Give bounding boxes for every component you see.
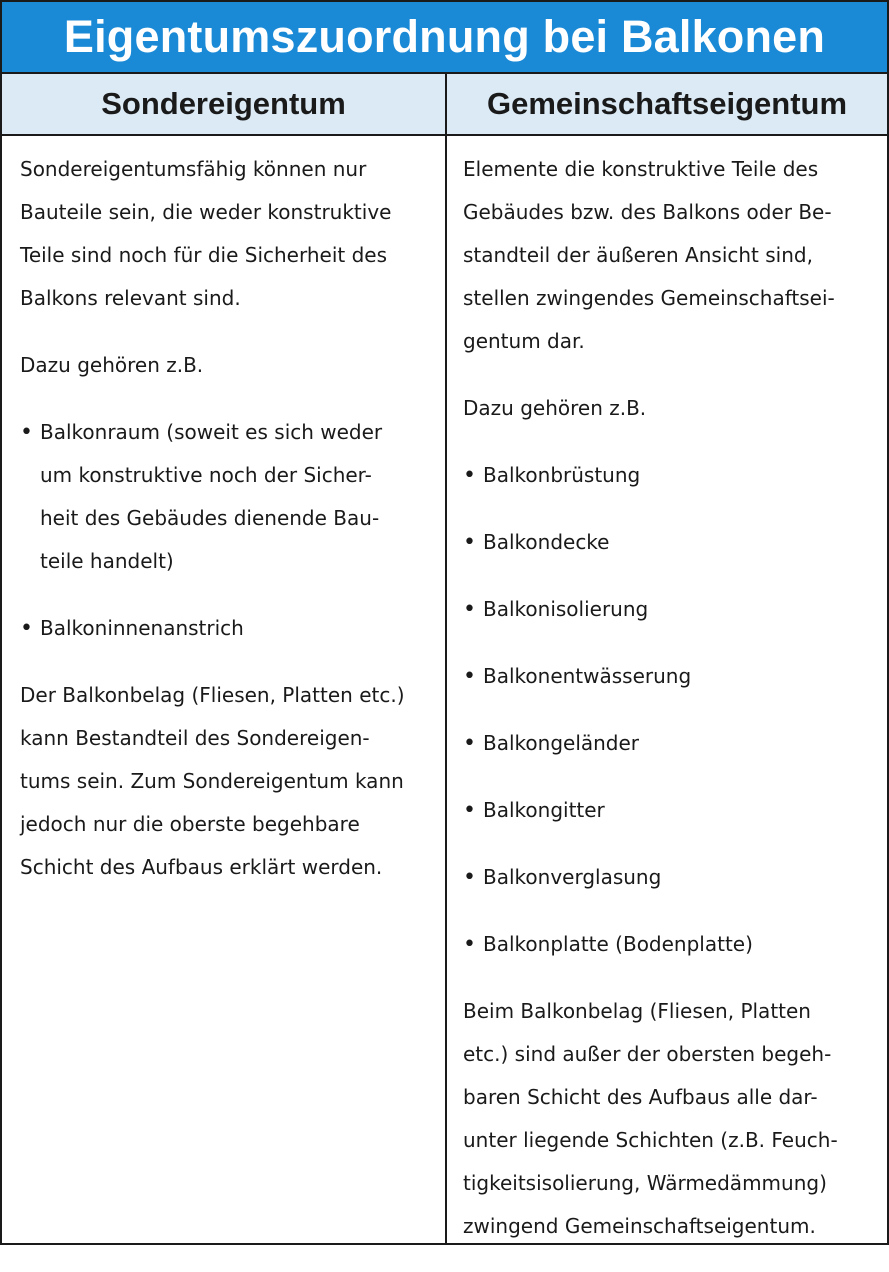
text-line: Balkonbrüstung [483, 463, 641, 487]
text-line: jedoch nur die oberste begehbare [20, 812, 360, 836]
text-line: baren Schicht des Aufbaus alle dar- [463, 1085, 818, 1109]
text-line: unter liegende Schichten (z.B. Feuch- [463, 1128, 838, 1152]
text-line: Teile sind noch für die Sicherheit des [20, 243, 388, 267]
text-line: heit des Gebäudes dienende Bau- [40, 506, 380, 530]
list-item [20, 607, 431, 650]
text-line: Balkongeländer [483, 731, 640, 755]
text-line: Der Balkonbelag (Fliesen, Platten etc.) [20, 683, 405, 707]
text-line: standteil der äußeren Ansicht sind, [463, 243, 813, 267]
outro-paragraph [463, 990, 871, 1248]
list-item [463, 856, 871, 899]
list-item [463, 588, 871, 631]
text-line: zwingend Gemeinschaftseigentum. [463, 1214, 816, 1238]
bullet-icon: • [20, 616, 33, 641]
intro-paragraph [463, 148, 871, 363]
text-line: Balkonentwässerung [483, 664, 692, 688]
list-item [463, 655, 871, 698]
list-item [463, 923, 871, 966]
text-line: Balkonplatte (Bodenplatte) [483, 932, 753, 956]
text-line: tigkeitsisolierung, Wärmedämmung) [463, 1171, 827, 1195]
bullet-icon: • [20, 420, 33, 445]
text-line: um konstruktive noch der Sicher- [40, 463, 372, 487]
text-line: Beim Balkonbelag (Fliesen, Platten [463, 999, 811, 1023]
text-line: Balkongitter [483, 798, 605, 822]
title-bar [2, 2, 887, 74]
bullet-icon: • [463, 731, 476, 756]
intro-paragraph [20, 148, 431, 320]
list-item [20, 411, 431, 583]
text-line: Balkons relevant sind. [20, 286, 241, 310]
column-body-sondereigentum [2, 136, 445, 913]
list-item [463, 722, 871, 765]
text-line: kann Bestandteil des Sondereigen- [20, 726, 370, 750]
outro-paragraph [20, 674, 431, 889]
text-line: tums sein. Zum Sondereigentum kann [20, 769, 404, 793]
text-line: Balkondecke [483, 530, 610, 554]
text-line: teile handelt) [40, 549, 174, 573]
bullet-icon: • [463, 798, 476, 823]
text-line: gentum dar. [463, 329, 585, 353]
text-line: Balkonverglasung [483, 865, 662, 889]
column-header-gemeinschaftseigentum [447, 74, 887, 136]
text-line: Schicht des Aufbaus erklärt werden. [20, 855, 383, 879]
text-line: Balkonisolierung [483, 597, 649, 621]
examples-list [20, 411, 431, 650]
list-intro [20, 344, 431, 387]
text-line: Dazu gehören z.B. [463, 396, 647, 420]
bullet-icon: • [463, 664, 476, 689]
column-header-sondereigentum [2, 74, 445, 136]
bullet-icon: • [463, 865, 476, 890]
examples-list [463, 454, 871, 966]
page-title: Eigentumszuordnung bei Balkonen [63, 11, 826, 62]
list-item [463, 454, 871, 497]
text-line: Dazu gehören z.B. [20, 353, 204, 377]
bullet-icon: • [463, 932, 476, 957]
column-body-gemeinschaftseigentum [447, 136, 887, 1272]
list-intro [463, 387, 871, 430]
text-line: etc.) sind außer der obersten begeh- [463, 1042, 832, 1066]
list-item [463, 789, 871, 832]
column-header-label: Gemeinschaftseigentum [486, 86, 848, 121]
text-line: Bauteile sein, die weder konstruktive [20, 200, 392, 224]
text-line: Balkoninnenanstrich [40, 616, 244, 640]
bullet-icon: • [463, 530, 476, 555]
text-line: Elemente die konstruktive Teile des [463, 157, 819, 181]
list-item [463, 521, 871, 564]
bullet-icon: • [463, 463, 476, 488]
column-header-label: Sondereigentum [101, 86, 346, 121]
text-line: Gebäudes bzw. des Balkons oder Be- [463, 200, 832, 224]
text-line: Balkonraum (soweit es sich weder [40, 420, 383, 444]
text-line: Sondereigentumsfähig können nur [20, 157, 367, 181]
bullet-icon: • [463, 597, 476, 622]
text-line: stellen zwingendes Gemeinschaftsei- [463, 286, 835, 310]
